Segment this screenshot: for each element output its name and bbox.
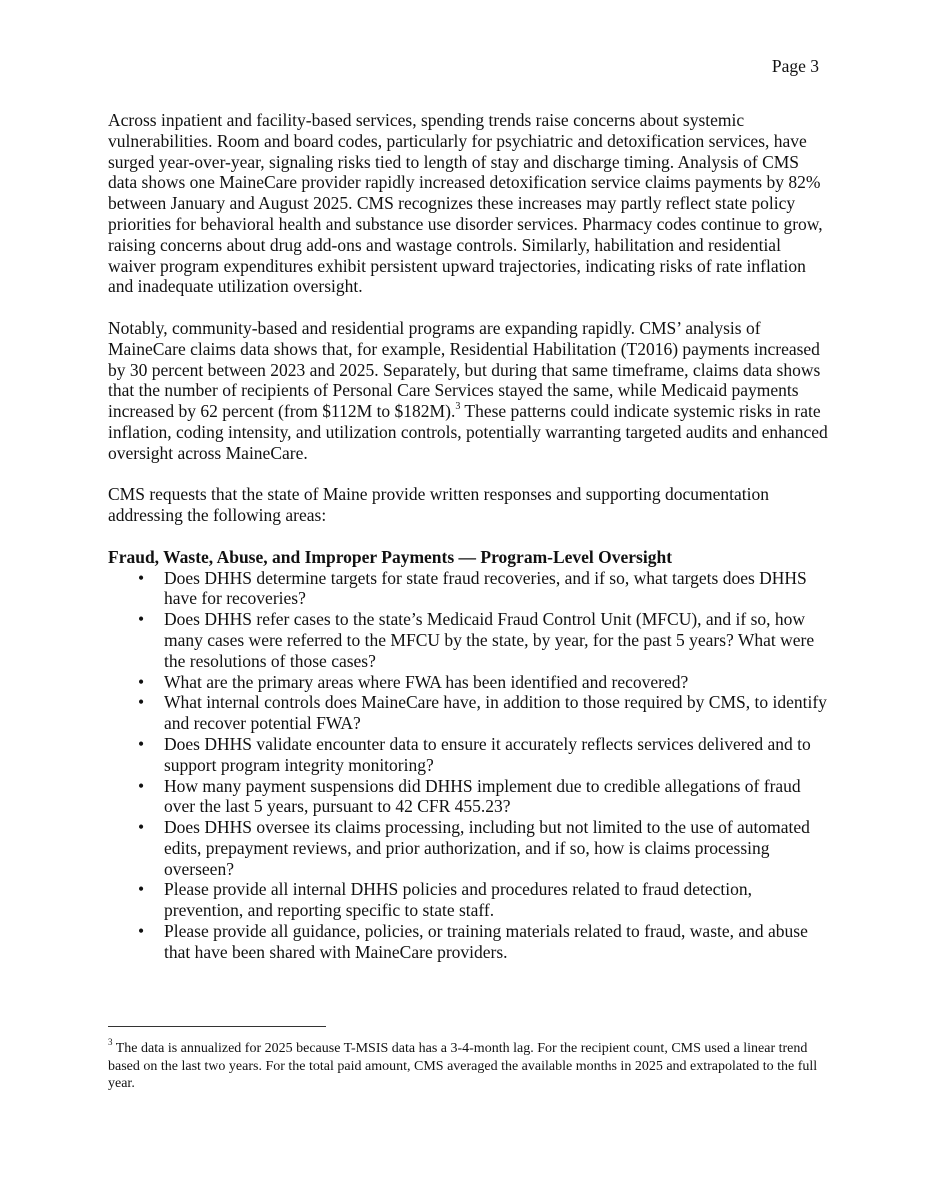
paragraph-community-programs — [108, 318, 828, 464]
bullet-icon: • — [138, 733, 145, 754]
page-number: Page 3 — [771, 56, 819, 76]
bullet-icon: • — [138, 567, 145, 588]
footnote-marker: 3 — [108, 1037, 113, 1048]
list-item — [108, 734, 828, 776]
bullet-icon: • — [138, 879, 145, 900]
footnote-reference[interactable]: 3 — [455, 401, 461, 413]
list-item — [108, 672, 828, 693]
list-item-text: What are the primary areas where FWA has been identified and recovered? — [164, 671, 689, 692]
footnote-text: The data is annualized for 2025 because T-MSIS data has a 3-4-month lag. For the recipient count, CMS used a linear trend based on the last two years. For the total paid amount, CMS averaged the available months in 2025 and extrapolated to the full year. — [108, 1041, 818, 1091]
bullet-icon: • — [138, 671, 145, 692]
list-item-text: Does DHHS oversee its claims processing, including but not limited to the use of automated edits, prepayment reviews, and prior authorization, and if so, how is claims processing overseen? — [164, 817, 810, 879]
list-item — [108, 817, 828, 879]
paragraph-text-continued: These patterns could indicate systemic risks in rate inflation, coding intensity, and utilization controls, potentially warranting targeted audits and enhanced oversight across MaineCare. — [108, 401, 828, 463]
section-heading: Fraud, Waste, Abuse, and Improper Payments — Program-Level Oversight — [108, 546, 673, 567]
list-item — [108, 609, 828, 671]
list-item — [108, 568, 828, 610]
list-item-text: Please provide all guidance, policies, or training materials related to fraud, waste, and abuse that have been shared with MaineCare providers. — [164, 921, 808, 962]
list-item-text: What internal controls does MaineCare have, in addition to those required by CMS, to identify and recover potential FWA? — [164, 692, 827, 734]
list-item-text: Does DHHS determine targets for state fraud recoveries, and if so, what targets does DHHS have for recoveries? — [164, 567, 807, 609]
list-item-text: How many payment suspensions did DHHS implement due to credible allegations of fraud over the last 5 years, pursuant to 42 CFR 455.23? — [164, 775, 801, 817]
oversight-question-list — [108, 568, 828, 963]
list-item — [108, 921, 828, 963]
list-item-text: Please provide all internal DHHS policies and procedures related to fraud detection, prevention, and reporting specific to state staff. — [164, 879, 752, 921]
paragraph-spending-trends: Across inpatient and facility-based services, spending trends raise concerns about systemic vulnerabilities. Room and board codes, particularly for psychiatric and detoxification services, have surged year-over-year, signaling risks tied to length of stay and discharge timing. Analysis of CMS data shows one MaineCare provider rapidly increased detoxification service claims payments by 82% between January and August 2025. CMS recognizes these increases may partly reflect state policy priorities for behavioral health and substance use disorder services. Pharmacy codes continue to grow, raising concerns about drug add-ons and wastage controls. Similarly, habilitation and residential waiver program expenditures exhibit persistent upward trajectories, indicating risks of rate inflation and inadequate utilization oversight. — [108, 110, 823, 297]
list-item — [108, 879, 828, 921]
list-item-text: Does DHHS refer cases to the state’s Medicaid Fraud Control Unit (MFCU), and if so, how many cases were referred to the MFCU by the state, by year, for the past 5 years? What were the resolutions of those cases? — [164, 609, 815, 671]
footnote-divider — [108, 1026, 326, 1027]
list-item-text: Does DHHS validate encounter data to ensure it accurately reflects services delivered and to support program integrity monitoring? — [164, 733, 811, 775]
footnote — [108, 1037, 828, 1093]
document-body — [108, 110, 828, 963]
list-item — [108, 692, 828, 734]
bullet-icon: • — [138, 692, 145, 713]
list-item — [108, 776, 828, 818]
bullet-icon: • — [138, 609, 145, 630]
paragraph-cms-request: CMS requests that the state of Maine provide written responses and supporting documentation addressing the following areas: — [108, 484, 769, 526]
bullet-icon: • — [138, 775, 145, 796]
bullet-icon: • — [138, 921, 145, 942]
paragraph-text: Notably, community-based and residential programs are expanding rapidly. CMS’ analysis of MaineCare claims data shows that, for example, Residential Habilitation (T2016) payments increased by 30 percent between 2023 and 2025. Separately, but during that same timeframe, claims data shows that the number of recipients of Personal Care Services stayed the same, while Medicaid payments increased by 62 percent (from $112M to $182M). — [108, 317, 821, 422]
bullet-icon: • — [138, 817, 145, 838]
